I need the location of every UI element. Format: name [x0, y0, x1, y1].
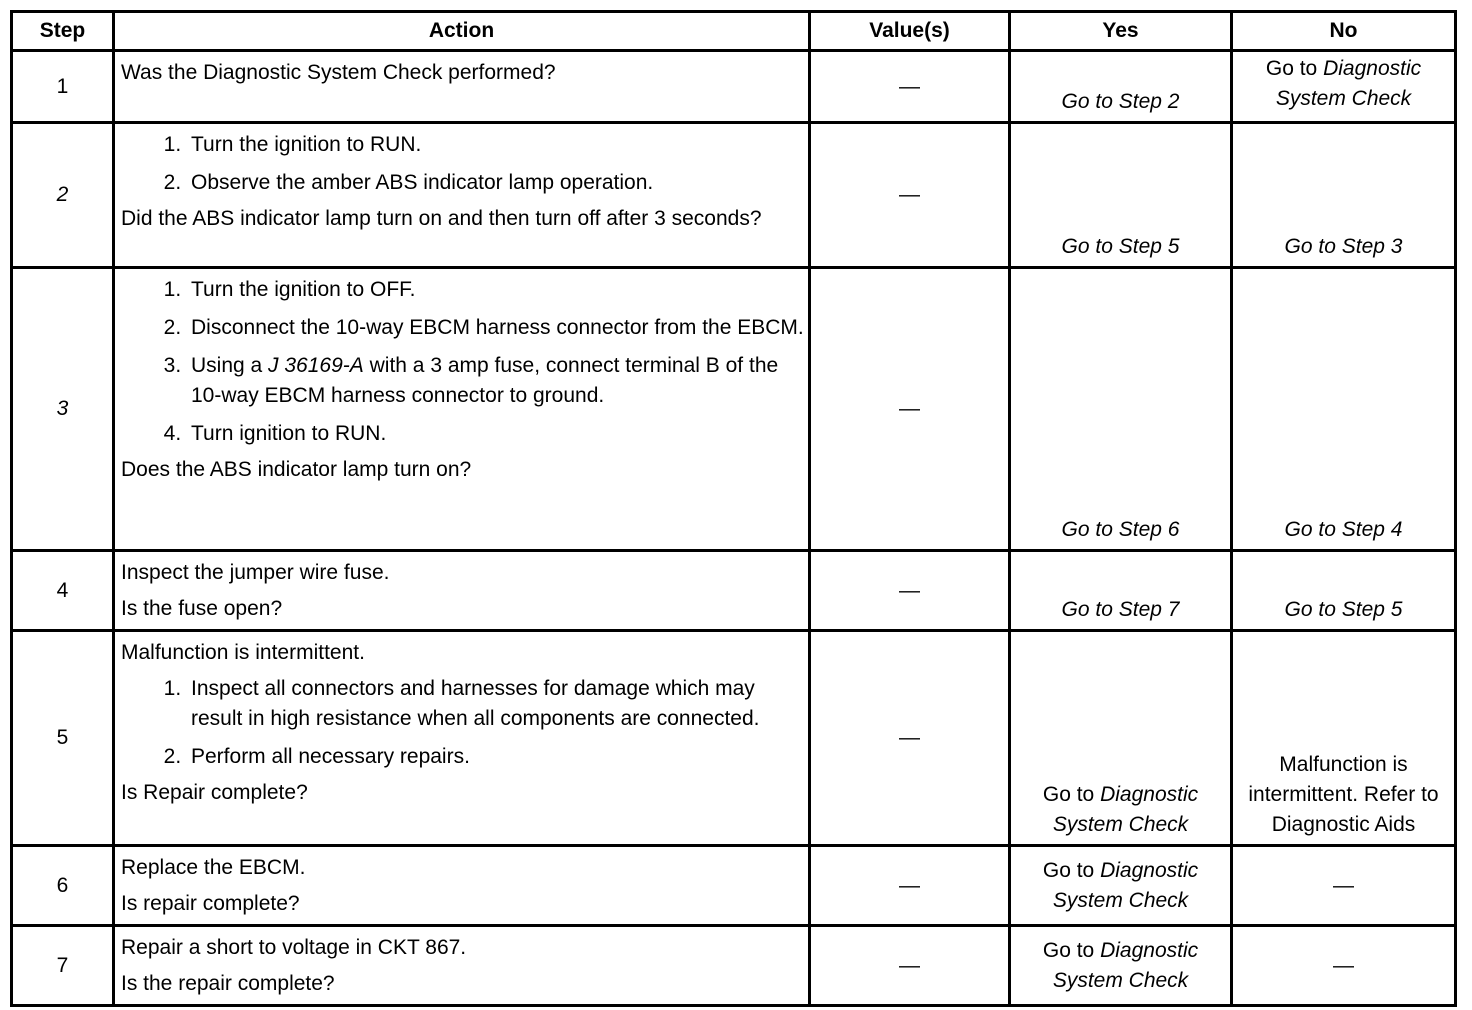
action-question: Is the fuse open?: [121, 597, 283, 620]
value-dash: —: [899, 726, 920, 749]
yes-link: Diagnostic System Check: [1052, 783, 1199, 836]
table-row: [12, 926, 1456, 1006]
value-dash: —: [899, 873, 920, 897]
action-steps: [121, 275, 804, 449]
no-cell: Malfunction is intermittent. Refer to Diagnostic Aids: [1232, 631, 1456, 846]
step-text: Using a: [191, 354, 263, 377]
value-dash: —: [899, 183, 920, 206]
table-row: [12, 51, 1456, 123]
tool-reference: J 36169-A: [268, 354, 364, 377]
yes-cell: Go to Step 6: [1010, 268, 1232, 551]
value-dash: —: [899, 74, 920, 98]
header-step: Step: [12, 12, 114, 51]
table-row: [12, 631, 1456, 846]
no-cell: —: [1232, 926, 1456, 1006]
no-cell: Go to Step 3: [1232, 123, 1456, 268]
yes-cell: Go to Step 7: [1010, 551, 1232, 631]
action-steps: [121, 130, 804, 198]
action-step: 4. Turn ignition to RUN.: [187, 419, 804, 449]
yes-cell: [1010, 631, 1232, 846]
step-number: 5: [12, 631, 114, 846]
yes-cell: [1010, 846, 1232, 926]
yes-prefix: Go to: [1042, 938, 1095, 962]
action-step: 1. Turn the ignition to OFF.: [187, 275, 804, 305]
value-cell: [810, 631, 1010, 846]
action-cell: [114, 551, 810, 631]
action-step: 2. Disconnect the 10-way EBCM harness connector from the EBCM.: [187, 313, 804, 343]
value-cell: [810, 846, 1010, 926]
table-row: [12, 123, 1456, 268]
no-cell: —: [1232, 846, 1456, 926]
header-no: No: [1232, 12, 1456, 51]
table-row: [12, 846, 1456, 926]
diagnostic-table: [10, 10, 1457, 1007]
step-number: 3: [12, 268, 114, 551]
header-action: Action: [114, 12, 810, 51]
step-number: 1: [12, 51, 114, 123]
step-number: 4: [12, 551, 114, 631]
header-yes: Yes: [1010, 12, 1232, 51]
no-prefix: Go to: [1265, 57, 1318, 80]
header-values: Value(s): [810, 12, 1010, 51]
value-dash: —: [899, 578, 920, 602]
action-line: Replace the EBCM.: [121, 856, 306, 879]
action-step: [187, 351, 804, 411]
header-row: [12, 12, 1456, 51]
yes-prefix: Go to: [1042, 858, 1095, 882]
step-text: with a 3 amp fuse, connect terminal B of the 10-way EBCM harness connector to ground.: [191, 354, 779, 407]
action-step: 2. Observe the amber ABS indicator lamp operation.: [187, 168, 804, 198]
action-question: Did the ABS indicator lamp turn on and then turn off after 3 seconds?: [121, 207, 762, 230]
action-cell: [114, 51, 810, 123]
action-line: Repair a short to voltage in CKT 867.: [121, 936, 467, 959]
action-question: Does the ABS indicator lamp turn on?: [121, 458, 472, 481]
action-question: Is repair complete?: [121, 892, 300, 915]
step-number: 6: [12, 846, 114, 926]
action-step: 1. Turn the ignition to RUN.: [187, 130, 804, 160]
action-cell: [114, 846, 810, 926]
yes-cell: [1010, 926, 1232, 1006]
value-dash: —: [899, 397, 920, 420]
table-row: [12, 551, 1456, 631]
no-link: Diagnostic System Check: [1275, 57, 1422, 110]
yes-cell: Go to Step 2: [1010, 51, 1232, 123]
value-cell: [810, 123, 1010, 268]
action-steps: [121, 674, 804, 772]
value-cell: [810, 551, 1010, 631]
yes-link: Diagnostic System Check: [1052, 858, 1199, 912]
action-question: Is Repair complete?: [121, 781, 308, 804]
action-line: Malfunction is intermittent.: [121, 641, 365, 664]
action-cell: [114, 631, 810, 846]
table-row: [12, 268, 1456, 551]
value-cell: [810, 268, 1010, 551]
no-cell: Go to Step 5: [1232, 551, 1456, 631]
step-number: 2: [12, 123, 114, 268]
yes-link: Diagnostic System Check: [1052, 938, 1199, 992]
action-cell: [114, 123, 810, 268]
yes-prefix: Go to: [1042, 783, 1095, 806]
yes-cell: Go to Step 5: [1010, 123, 1232, 268]
value-cell: [810, 51, 1010, 123]
value-dash: —: [899, 953, 920, 977]
action-cell: [114, 268, 810, 551]
step-number: 7: [12, 926, 114, 1006]
action-step: 2. Perform all necessary repairs.: [187, 742, 804, 772]
no-cell: [1232, 51, 1456, 123]
action-question: Was the Diagnostic System Check performed?: [121, 61, 556, 84]
action-cell: [114, 926, 810, 1006]
action-line: Inspect the jumper wire fuse.: [121, 561, 390, 584]
no-cell: Go to Step 4: [1232, 268, 1456, 551]
action-question: Is the repair complete?: [121, 972, 335, 995]
value-cell: [810, 926, 1010, 1006]
action-step: 1. Inspect all connectors and harnesses for damage which may result in high resistance when all components are connected.: [187, 674, 804, 734]
